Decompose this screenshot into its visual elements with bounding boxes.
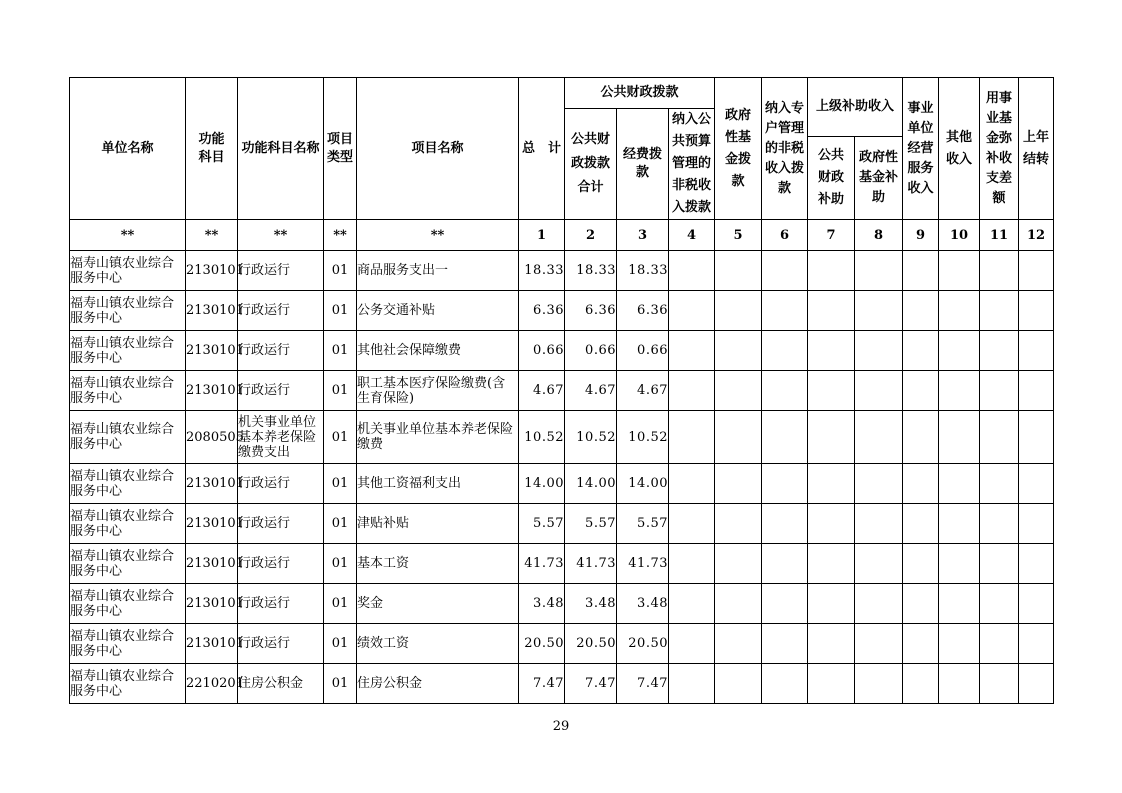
column-number: 4 [669, 220, 715, 251]
func-name-cell: 行政运行 [238, 544, 324, 584]
project-name-cell: 其他社会保障缴费 [357, 331, 519, 371]
unit-name-cell: 福寿山镇农业综合服务中心 [70, 371, 186, 411]
empty-cell [762, 331, 808, 371]
func-name-cell: 行政运行 [238, 584, 324, 624]
empty-cell [762, 291, 808, 331]
empty-cell [939, 624, 980, 664]
empty-cell [903, 504, 939, 544]
column-number: 12 [1019, 220, 1054, 251]
project-type-cell: 01 [324, 584, 357, 624]
unit-name-cell: 福寿山镇农业综合服务中心 [70, 664, 186, 704]
empty-cell [1019, 584, 1054, 624]
header-project-name: 项目名称 [357, 78, 519, 220]
unit-name-cell: 福寿山镇农业综合服务中心 [70, 504, 186, 544]
empty-cell [762, 624, 808, 664]
func-code-cell: 2130101 [186, 624, 238, 664]
header-unit-name: 单位名称 [70, 78, 186, 220]
project-name-cell: 机关事业单位基本养老保险缴费 [357, 411, 519, 464]
empty-cell [855, 291, 903, 331]
operating-funds-cell: 7.47 [617, 664, 669, 704]
func-code-cell: 2130101 [186, 371, 238, 411]
func-code-cell: 2130101 [186, 251, 238, 291]
empty-cell [855, 624, 903, 664]
func-name-cell: 行政运行 [238, 464, 324, 504]
public-finance-total-cell: 6.36 [565, 291, 617, 331]
unit-name-cell: 福寿山镇农业综合服务中心 [70, 544, 186, 584]
empty-cell [808, 504, 855, 544]
operating-funds-cell: 3.48 [617, 584, 669, 624]
project-name-cell: 公务交通补贴 [357, 291, 519, 331]
table-row [70, 251, 1054, 291]
empty-cell [808, 291, 855, 331]
table-row [70, 624, 1054, 664]
empty-cell [808, 371, 855, 411]
func-name-cell: 行政运行 [238, 371, 324, 411]
header-gov-fund-subsidy: 政府性基金补助 [855, 137, 903, 220]
empty-cell [715, 624, 762, 664]
empty-cell [939, 504, 980, 544]
empty-cell [855, 251, 903, 291]
empty-cell [1019, 624, 1054, 664]
column-number: ** [357, 220, 519, 251]
project-name-cell: 商品服务支出一 [357, 251, 519, 291]
column-number: 1 [519, 220, 565, 251]
public-finance-total-cell: 7.47 [565, 664, 617, 704]
table-row [70, 464, 1054, 504]
unit-name-cell: 福寿山镇农业综合服务中心 [70, 251, 186, 291]
column-number: 2 [565, 220, 617, 251]
empty-cell [1019, 544, 1054, 584]
table-row [70, 504, 1054, 544]
func-code-cell: 2130101 [186, 584, 238, 624]
header-institution-income: 事业单位经营服务收入 [903, 78, 939, 220]
project-type-cell: 01 [324, 331, 357, 371]
empty-cell [808, 544, 855, 584]
header-public-finance: 公共财政拨款 [565, 78, 715, 109]
empty-cell [903, 331, 939, 371]
empty-cell [980, 331, 1019, 371]
total-cell: 18.33 [519, 251, 565, 291]
empty-cell [903, 251, 939, 291]
public-finance-total-cell: 20.50 [565, 624, 617, 664]
project-type-cell: 01 [324, 251, 357, 291]
empty-cell [939, 251, 980, 291]
project-name-cell: 职工基本医疗保险缴费(含生育保险) [357, 371, 519, 411]
header-project-type: 项目类型 [324, 78, 357, 220]
table-row [70, 544, 1054, 584]
empty-cell [903, 584, 939, 624]
header-gov-fund: 政府性基金拨款 [715, 78, 762, 220]
project-type-cell: 01 [324, 544, 357, 584]
empty-cell [980, 411, 1019, 464]
empty-cell [980, 584, 1019, 624]
empty-cell [1019, 664, 1054, 704]
empty-cell [939, 584, 980, 624]
empty-cell [855, 544, 903, 584]
empty-cell [715, 371, 762, 411]
public-finance-total-cell: 41.73 [565, 544, 617, 584]
empty-cell [715, 544, 762, 584]
table-row [70, 411, 1054, 464]
empty-cell [669, 584, 715, 624]
empty-cell [980, 664, 1019, 704]
empty-cell [715, 411, 762, 464]
func-code-cell: 2080505 [186, 411, 238, 464]
empty-cell [808, 411, 855, 464]
table-row [70, 331, 1054, 371]
header-public-finance-total: 公共财政拨款合计 [565, 109, 617, 220]
empty-cell [715, 664, 762, 704]
empty-cell [762, 544, 808, 584]
column-number: ** [70, 220, 186, 251]
column-number: ** [324, 220, 357, 251]
total-cell: 41.73 [519, 544, 565, 584]
empty-cell [855, 331, 903, 371]
empty-cell [808, 251, 855, 291]
unit-name-cell: 福寿山镇农业综合服务中心 [70, 464, 186, 504]
empty-cell [669, 504, 715, 544]
func-name-cell: 行政运行 [238, 504, 324, 544]
table-row [70, 664, 1054, 704]
column-number: 10 [939, 220, 980, 251]
empty-cell [762, 251, 808, 291]
empty-cell [1019, 291, 1054, 331]
operating-funds-cell: 4.67 [617, 371, 669, 411]
public-finance-total-cell: 14.00 [565, 464, 617, 504]
operating-funds-cell: 10.52 [617, 411, 669, 464]
total-cell: 7.47 [519, 664, 565, 704]
empty-cell [980, 624, 1019, 664]
empty-cell [980, 544, 1019, 584]
empty-cell [939, 291, 980, 331]
empty-cell [903, 624, 939, 664]
empty-cell [669, 291, 715, 331]
page-number: 29 [552, 719, 570, 734]
total-cell: 5.57 [519, 504, 565, 544]
empty-cell [715, 584, 762, 624]
empty-cell [980, 291, 1019, 331]
project-type-cell: 01 [324, 291, 357, 331]
empty-cell [715, 251, 762, 291]
empty-cell [762, 584, 808, 624]
func-code-cell: 2130101 [186, 504, 238, 544]
header-special-nontax: 纳入专户管理的非税收入拨款 [762, 78, 808, 220]
total-cell: 6.36 [519, 291, 565, 331]
empty-cell [855, 464, 903, 504]
operating-funds-cell: 18.33 [617, 251, 669, 291]
empty-cell [1019, 411, 1054, 464]
header-total: 总 计 [519, 78, 565, 220]
empty-cell [855, 584, 903, 624]
table-row [70, 371, 1054, 411]
empty-cell [669, 624, 715, 664]
header-public-subsidy: 公共财政补助 [808, 137, 855, 220]
empty-cell [903, 664, 939, 704]
empty-cell [903, 371, 939, 411]
func-code-cell: 2130101 [186, 331, 238, 371]
empty-cell [939, 464, 980, 504]
empty-cell [762, 411, 808, 464]
empty-cell [715, 291, 762, 331]
empty-cell [762, 664, 808, 704]
column-number: 5 [715, 220, 762, 251]
project-type-cell: 01 [324, 504, 357, 544]
operating-funds-cell: 20.50 [617, 624, 669, 664]
column-number: 11 [980, 220, 1019, 251]
total-cell: 3.48 [519, 584, 565, 624]
unit-name-cell: 福寿山镇农业综合服务中心 [70, 331, 186, 371]
empty-cell [808, 624, 855, 664]
public-finance-total-cell: 5.57 [565, 504, 617, 544]
empty-cell [1019, 504, 1054, 544]
header-operating-funds: 经费拨款 [617, 109, 669, 220]
project-name-cell: 奖金 [357, 584, 519, 624]
header-func-code: 功能科目 [186, 78, 238, 220]
project-name-cell: 绩效工资 [357, 624, 519, 664]
total-cell: 10.52 [519, 411, 565, 464]
func-code-cell: 2130101 [186, 464, 238, 504]
empty-cell [762, 504, 808, 544]
empty-cell [669, 464, 715, 504]
empty-cell [939, 331, 980, 371]
empty-cell [980, 371, 1019, 411]
operating-funds-cell: 6.36 [617, 291, 669, 331]
public-finance-total-cell: 3.48 [565, 584, 617, 624]
func-name-cell: 行政运行 [238, 624, 324, 664]
header-func-name: 功能科目名称 [238, 78, 324, 220]
project-type-cell: 01 [324, 464, 357, 504]
operating-funds-cell: 0.66 [617, 331, 669, 371]
empty-cell [903, 544, 939, 584]
unit-name-cell: 福寿山镇农业综合服务中心 [70, 411, 186, 464]
empty-cell [939, 371, 980, 411]
column-number-row [70, 220, 1054, 251]
empty-cell [980, 251, 1019, 291]
empty-cell [903, 291, 939, 331]
func-name-cell: 行政运行 [238, 291, 324, 331]
empty-cell [669, 251, 715, 291]
operating-funds-cell: 5.57 [617, 504, 669, 544]
empty-cell [939, 411, 980, 464]
header-other-income: 其他收入 [939, 78, 980, 220]
unit-name-cell: 福寿山镇农业综合服务中心 [70, 291, 186, 331]
empty-cell [715, 331, 762, 371]
empty-cell [903, 411, 939, 464]
func-code-cell: 2130101 [186, 291, 238, 331]
empty-cell [808, 331, 855, 371]
column-number: ** [238, 220, 324, 251]
column-number: 3 [617, 220, 669, 251]
public-finance-total-cell: 18.33 [565, 251, 617, 291]
project-name-cell: 津贴补贴 [357, 504, 519, 544]
empty-cell [669, 371, 715, 411]
project-name-cell: 基本工资 [357, 544, 519, 584]
total-cell: 20.50 [519, 624, 565, 664]
total-cell: 4.67 [519, 371, 565, 411]
column-number: 6 [762, 220, 808, 251]
project-name-cell: 住房公积金 [357, 664, 519, 704]
unit-name-cell: 福寿山镇农业综合服务中心 [70, 624, 186, 664]
func-code-cell: 2130101 [186, 544, 238, 584]
empty-cell [855, 411, 903, 464]
project-type-cell: 01 [324, 411, 357, 464]
empty-cell [980, 504, 1019, 544]
total-cell: 0.66 [519, 331, 565, 371]
func-code-cell: 2210201 [186, 664, 238, 704]
empty-cell [669, 664, 715, 704]
empty-cell [903, 464, 939, 504]
operating-funds-cell: 14.00 [617, 464, 669, 504]
empty-cell [980, 464, 1019, 504]
table-row [70, 291, 1054, 331]
empty-cell [669, 331, 715, 371]
empty-cell [762, 371, 808, 411]
column-number: 9 [903, 220, 939, 251]
column-number: 7 [808, 220, 855, 251]
func-name-cell: 行政运行 [238, 331, 324, 371]
empty-cell [1019, 371, 1054, 411]
table-row [70, 584, 1054, 624]
column-number: ** [186, 220, 238, 251]
empty-cell [669, 411, 715, 464]
empty-cell [808, 584, 855, 624]
header-superior-subsidy: 上级补助收入 [808, 78, 903, 137]
column-number: 8 [855, 220, 903, 251]
total-cell: 14.00 [519, 464, 565, 504]
func-name-cell: 住房公积金 [238, 664, 324, 704]
empty-cell [1019, 464, 1054, 504]
budget-table [69, 77, 1054, 704]
header-fund-balance: 用事业基金弥补收支差额 [980, 78, 1019, 220]
empty-cell [715, 504, 762, 544]
project-type-cell: 01 [324, 664, 357, 704]
empty-cell [939, 544, 980, 584]
empty-cell [669, 544, 715, 584]
func-name-cell: 机关事业单位基本养老保险缴费支出 [238, 411, 324, 464]
public-finance-total-cell: 4.67 [565, 371, 617, 411]
empty-cell [808, 464, 855, 504]
header-last-year: 上年结转 [1019, 78, 1054, 220]
empty-cell [855, 504, 903, 544]
operating-funds-cell: 41.73 [617, 544, 669, 584]
empty-cell [855, 664, 903, 704]
unit-name-cell: 福寿山镇农业综合服务中心 [70, 584, 186, 624]
empty-cell [762, 464, 808, 504]
project-type-cell: 01 [324, 371, 357, 411]
func-name-cell: 行政运行 [238, 251, 324, 291]
empty-cell [855, 371, 903, 411]
empty-cell [808, 664, 855, 704]
empty-cell [715, 464, 762, 504]
empty-cell [939, 664, 980, 704]
header-budget-nontax: 纳入公共预算管理的非税收入拨款 [669, 109, 715, 220]
empty-cell [1019, 251, 1054, 291]
public-finance-total-cell: 10.52 [565, 411, 617, 464]
empty-cell [1019, 331, 1054, 371]
project-type-cell: 01 [324, 624, 357, 664]
public-finance-total-cell: 0.66 [565, 331, 617, 371]
project-name-cell: 其他工资福利支出 [357, 464, 519, 504]
